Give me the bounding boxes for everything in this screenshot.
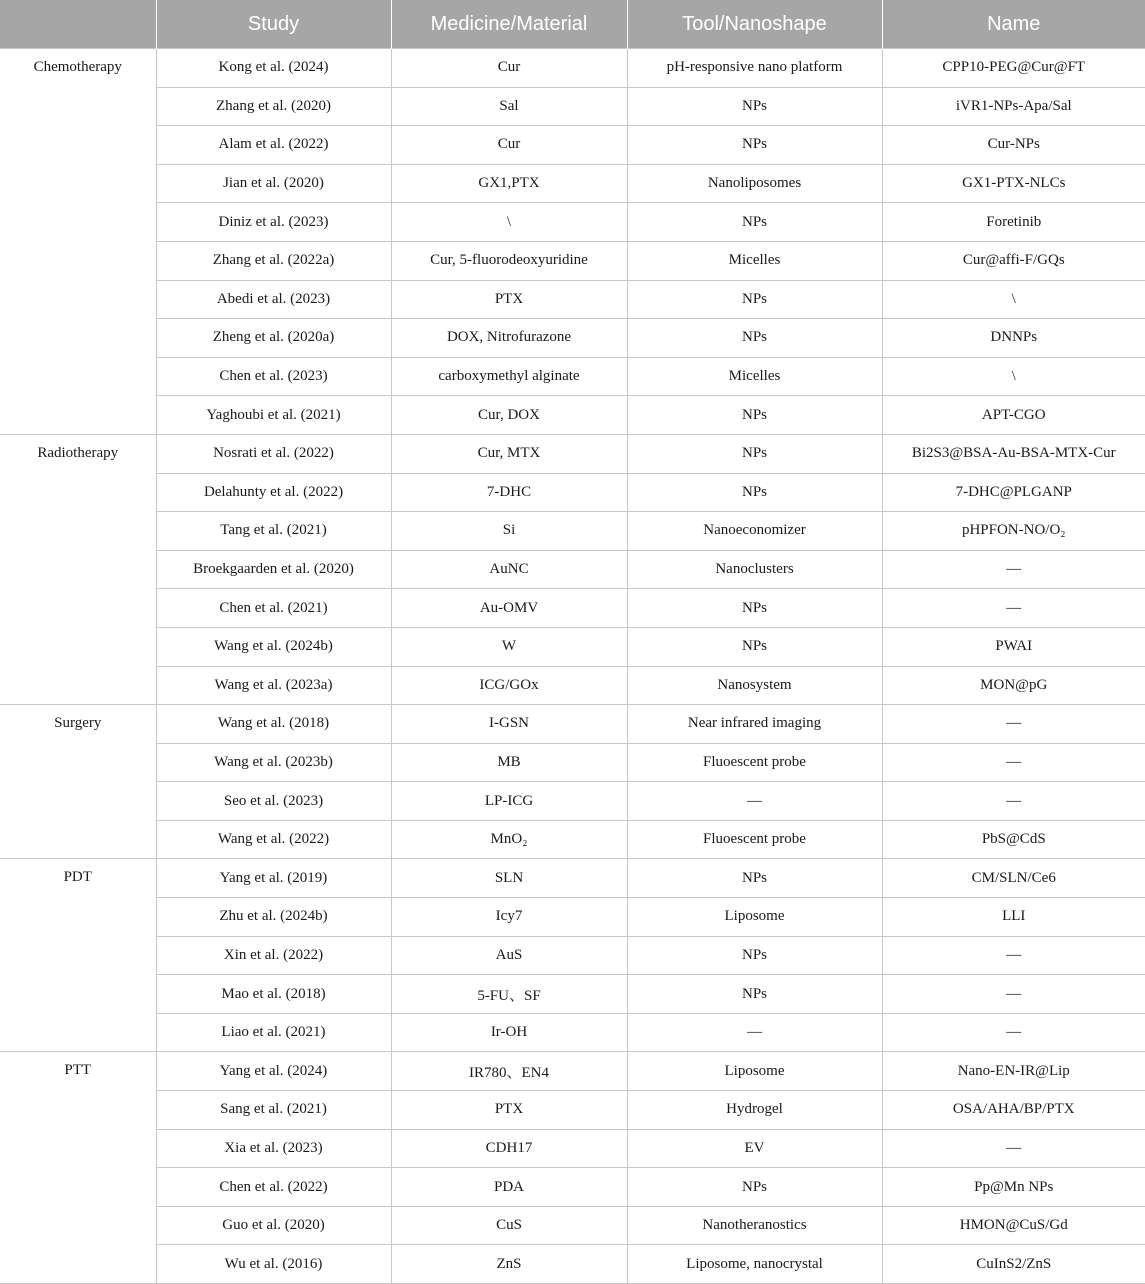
name-cell: — xyxy=(882,589,1145,628)
medicine-material-cell: Cur, MTX xyxy=(391,434,627,473)
tool-nanoshape-cell: NPs xyxy=(627,859,882,898)
table-row xyxy=(0,396,1145,435)
medicine-material-cell: AuS xyxy=(391,936,627,975)
tool-nanoshape-cell: NPs xyxy=(627,1168,882,1207)
tool-nanoshape-cell: Nanoclusters xyxy=(627,550,882,589)
medicine-material-cell: CuS xyxy=(391,1206,627,1245)
study-cell: Wang et al. (2023b) xyxy=(156,743,391,782)
table-row xyxy=(0,1245,1145,1284)
name-cell: PbS@CdS xyxy=(882,820,1145,859)
category-cell: PDT xyxy=(0,859,156,1052)
tool-nanoshape-cell: NPs xyxy=(627,473,882,512)
header-study: Study xyxy=(156,0,391,49)
study-cell: Zhu et al. (2024b) xyxy=(156,898,391,937)
medicine-material-cell: MnO₂ xyxy=(391,820,627,859)
medicine-material-cell: GX1,PTX xyxy=(391,164,627,203)
medicine-material-cell: Sal xyxy=(391,87,627,126)
medicine-material-cell: PTX xyxy=(391,1091,627,1130)
table-row xyxy=(0,319,1145,358)
name-cell: — xyxy=(882,1129,1145,1168)
tool-nanoshape-cell: Micelles xyxy=(627,241,882,280)
name-cell: — xyxy=(882,782,1145,821)
study-cell: Nosrati et al. (2022) xyxy=(156,434,391,473)
medicine-material-cell: ZnS xyxy=(391,1245,627,1284)
name-cell: CPP10-PEG@Cur@FT xyxy=(882,49,1145,88)
medicine-material-cell: ICG/GOx xyxy=(391,666,627,705)
name-cell: — xyxy=(882,705,1145,744)
tool-nanoshape-cell: NPs xyxy=(627,203,882,242)
study-cell: Mao et al. (2018) xyxy=(156,975,391,1014)
table-row xyxy=(0,666,1145,705)
name-cell: OSA/AHA/BP/PTX xyxy=(882,1091,1145,1130)
study-cell: Wang et al. (2022) xyxy=(156,820,391,859)
medicine-material-cell: I-GSN xyxy=(391,705,627,744)
tool-nanoshape-cell: NPs xyxy=(627,589,882,628)
header-row xyxy=(0,0,1145,49)
medicine-material-cell: \ xyxy=(391,203,627,242)
study-cell: Zhang et al. (2022a) xyxy=(156,241,391,280)
study-cell: Diniz et al. (2023) xyxy=(156,203,391,242)
name-cell: Pp@Mn NPs xyxy=(882,1168,1145,1207)
tool-nanoshape-cell: NPs xyxy=(627,87,882,126)
name-cell: MON@pG xyxy=(882,666,1145,705)
medicine-material-cell: Cur, 5-fluorodeoxyuridine xyxy=(391,241,627,280)
study-cell: Seo et al. (2023) xyxy=(156,782,391,821)
study-cell: Alam et al. (2022) xyxy=(156,126,391,165)
header-tool-nanoshape: Tool/Nanoshape xyxy=(627,0,882,49)
name-cell: Bi2S3@BSA-Au-BSA-MTX-Cur xyxy=(882,434,1145,473)
table-row xyxy=(0,87,1145,126)
medicine-material-cell: 5-FU、SF xyxy=(391,975,627,1014)
medicine-material-cell: SLN xyxy=(391,859,627,898)
tool-nanoshape-cell: Fluoescent probe xyxy=(627,743,882,782)
table-row xyxy=(0,550,1145,589)
tool-nanoshape-cell: NPs xyxy=(627,319,882,358)
table-row xyxy=(0,126,1145,165)
table-row xyxy=(0,1052,1145,1091)
name-cell: pHPFON-NO/O₂ xyxy=(882,512,1145,551)
category-cell: Chemotherapy xyxy=(0,49,156,435)
name-cell: \ xyxy=(882,280,1145,319)
name-cell: \ xyxy=(882,357,1145,396)
name-cell: LLI xyxy=(882,898,1145,937)
name-cell: PWAI xyxy=(882,627,1145,666)
table-row xyxy=(0,936,1145,975)
medicine-material-cell: Si xyxy=(391,512,627,551)
medicine-material-cell: Cur, DOX xyxy=(391,396,627,435)
medicine-material-cell: PDA xyxy=(391,1168,627,1207)
header-medicine-material: Medicine/Material xyxy=(391,0,627,49)
study-cell: Guo et al. (2020) xyxy=(156,1206,391,1245)
category-cell: PTT xyxy=(0,1052,156,1284)
name-cell: DNNPs xyxy=(882,319,1145,358)
tool-nanoshape-cell: Nanoeconomizer xyxy=(627,512,882,551)
medicine-material-cell: AuNC xyxy=(391,550,627,589)
tool-nanoshape-cell: Liposome xyxy=(627,898,882,937)
tool-nanoshape-cell: NPs xyxy=(627,936,882,975)
study-cell: Yang et al. (2024) xyxy=(156,1052,391,1091)
table-row xyxy=(0,1206,1145,1245)
tool-nanoshape-cell: pH-responsive nano platform xyxy=(627,49,882,88)
category-cell: Surgery xyxy=(0,705,156,859)
tool-nanoshape-cell: NPs xyxy=(627,975,882,1014)
tool-nanoshape-cell: — xyxy=(627,1013,882,1052)
header-category xyxy=(0,0,156,49)
table-row xyxy=(0,357,1145,396)
study-cell: Jian et al. (2020) xyxy=(156,164,391,203)
tool-nanoshape-cell: Liposome, nanocrystal xyxy=(627,1245,882,1284)
medicine-material-cell: DOX, Nitrofurazone xyxy=(391,319,627,358)
table-row xyxy=(0,705,1145,744)
study-cell: Kong et al. (2024) xyxy=(156,49,391,88)
table-row xyxy=(0,1129,1145,1168)
table-row xyxy=(0,164,1145,203)
name-cell: CM/SLN/Ce6 xyxy=(882,859,1145,898)
table-row xyxy=(0,512,1145,551)
header-name: Name xyxy=(882,0,1145,49)
tool-nanoshape-cell: — xyxy=(627,782,882,821)
study-cell: Yaghoubi et al. (2021) xyxy=(156,396,391,435)
table-row xyxy=(0,627,1145,666)
medicine-material-cell: PTX xyxy=(391,280,627,319)
medicine-material-cell: Ir-OH xyxy=(391,1013,627,1052)
study-cell: Abedi et al. (2023) xyxy=(156,280,391,319)
tool-nanoshape-cell: Micelles xyxy=(627,357,882,396)
table-row xyxy=(0,473,1145,512)
tool-nanoshape-cell: NPs xyxy=(627,434,882,473)
tool-nanoshape-cell: NPs xyxy=(627,280,882,319)
medicine-material-cell: Icy7 xyxy=(391,898,627,937)
medicine-material-cell: LP-ICG xyxy=(391,782,627,821)
study-cell: Delahunty et al. (2022) xyxy=(156,473,391,512)
medicine-material-cell: CDH17 xyxy=(391,1129,627,1168)
study-cell: Xin et al. (2022) xyxy=(156,936,391,975)
tool-nanoshape-cell: Near infrared imaging xyxy=(627,705,882,744)
table-row xyxy=(0,1168,1145,1207)
study-cell: Zheng et al. (2020a) xyxy=(156,319,391,358)
study-cell: Broekgaarden et al. (2020) xyxy=(156,550,391,589)
study-cell: Wu et al. (2016) xyxy=(156,1245,391,1284)
name-cell: — xyxy=(882,1013,1145,1052)
name-cell: GX1-PTX-NLCs xyxy=(882,164,1145,203)
table-row xyxy=(0,820,1145,859)
medicine-material-cell: Au-OMV xyxy=(391,589,627,628)
name-cell: Cur@affi-F/GQs xyxy=(882,241,1145,280)
table-row xyxy=(0,280,1145,319)
name-cell: — xyxy=(882,743,1145,782)
name-cell: Foretinib xyxy=(882,203,1145,242)
tool-nanoshape-cell: EV xyxy=(627,1129,882,1168)
study-cell: Xia et al. (2023) xyxy=(156,1129,391,1168)
name-cell: — xyxy=(882,936,1145,975)
tool-nanoshape-cell: Liposome xyxy=(627,1052,882,1091)
tool-nanoshape-cell: Fluoescent probe xyxy=(627,820,882,859)
medicine-material-cell: IR780、EN4 xyxy=(391,1052,627,1091)
name-cell: CuInS2/ZnS xyxy=(882,1245,1145,1284)
tool-nanoshape-cell: NPs xyxy=(627,396,882,435)
table-row xyxy=(0,589,1145,628)
table-row xyxy=(0,434,1145,473)
tool-nanoshape-cell: Nanosystem xyxy=(627,666,882,705)
name-cell: 7-DHC@PLGANP xyxy=(882,473,1145,512)
tool-nanoshape-cell: Hydrogel xyxy=(627,1091,882,1130)
name-cell: HMON@CuS/Gd xyxy=(882,1206,1145,1245)
medicine-material-cell: Cur xyxy=(391,49,627,88)
medicine-material-cell: 7-DHC xyxy=(391,473,627,512)
medicine-material-cell: Cur xyxy=(391,126,627,165)
study-cell: Tang et al. (2021) xyxy=(156,512,391,551)
table-row xyxy=(0,1091,1145,1130)
medicine-material-cell: W xyxy=(391,627,627,666)
name-cell: iVR1-NPs-Apa/Sal xyxy=(882,87,1145,126)
category-cell: Radiotherapy xyxy=(0,434,156,704)
table-row xyxy=(0,1013,1145,1052)
name-cell: Nano-EN-IR@Lip xyxy=(882,1052,1145,1091)
study-cell: Wang et al. (2024b) xyxy=(156,627,391,666)
study-cell: Yang et al. (2019) xyxy=(156,859,391,898)
study-cell: Zhang et al. (2020) xyxy=(156,87,391,126)
tool-nanoshape-cell: NPs xyxy=(627,627,882,666)
tool-nanoshape-cell: Nanotheranostics xyxy=(627,1206,882,1245)
study-cell: Chen et al. (2021) xyxy=(156,589,391,628)
study-cell: Chen et al. (2023) xyxy=(156,357,391,396)
study-cell: Liao et al. (2021) xyxy=(156,1013,391,1052)
study-cell: Wang et al. (2018) xyxy=(156,705,391,744)
study-cell: Wang et al. (2023a) xyxy=(156,666,391,705)
tool-nanoshape-cell: NPs xyxy=(627,126,882,165)
table-row xyxy=(0,782,1145,821)
study-cell: Sang et al. (2021) xyxy=(156,1091,391,1130)
table-row xyxy=(0,49,1145,88)
table-row xyxy=(0,898,1145,937)
table-row xyxy=(0,241,1145,280)
table-row xyxy=(0,859,1145,898)
study-cell: Chen et al. (2022) xyxy=(156,1168,391,1207)
table-row xyxy=(0,975,1145,1014)
table-row xyxy=(0,743,1145,782)
medicine-material-cell: MB xyxy=(391,743,627,782)
table-body xyxy=(0,49,1145,1284)
medicine-material-cell: carboxymethyl alginate xyxy=(391,357,627,396)
name-cell: APT-CGO xyxy=(882,396,1145,435)
tool-nanoshape-cell: Nanoliposomes xyxy=(627,164,882,203)
name-cell: — xyxy=(882,550,1145,589)
name-cell: — xyxy=(882,975,1145,1014)
name-cell: Cur-NPs xyxy=(882,126,1145,165)
table-row xyxy=(0,203,1145,242)
